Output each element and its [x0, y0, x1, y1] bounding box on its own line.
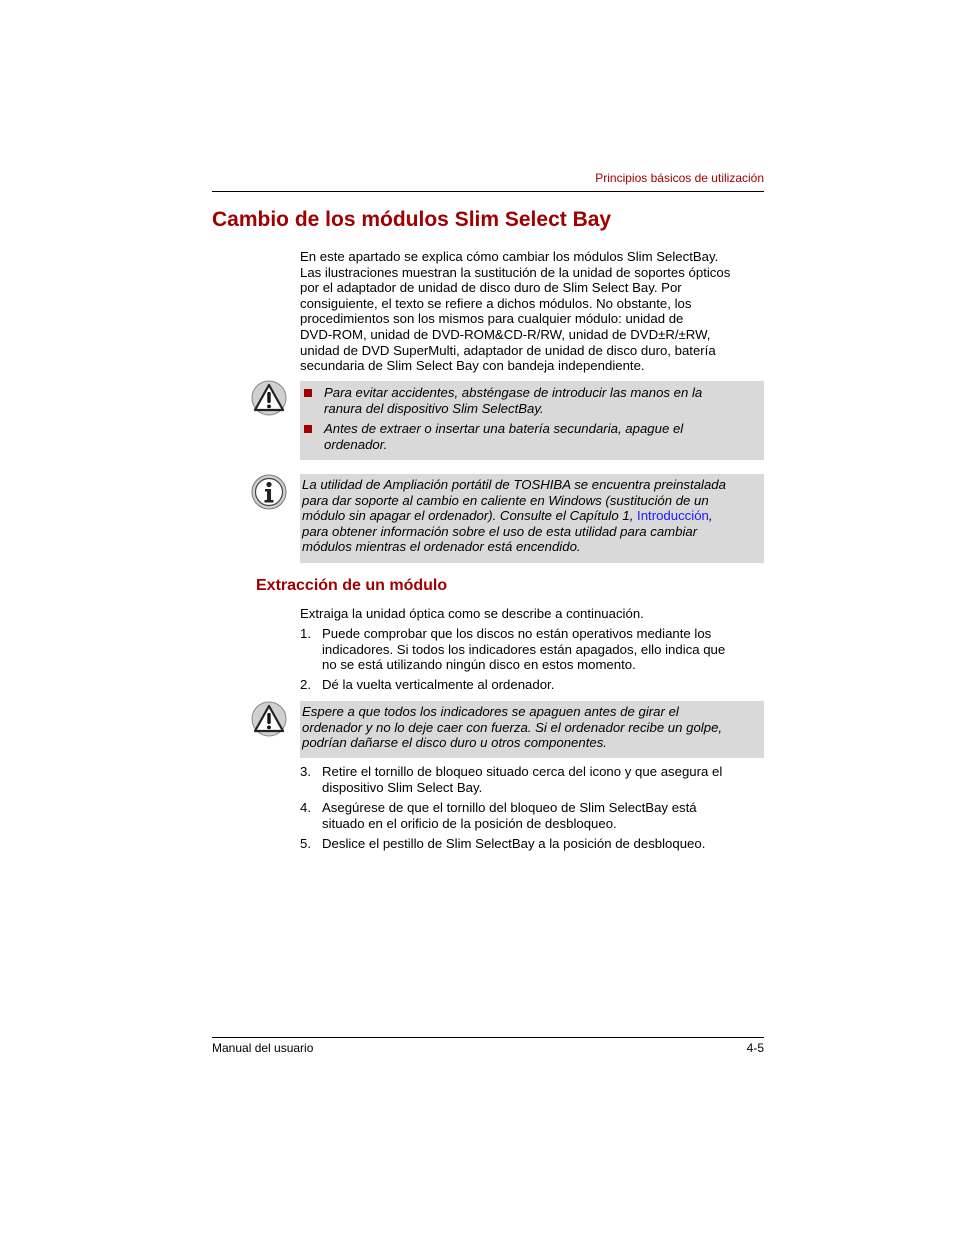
caution-box: [300, 701, 764, 758]
info-text: [302, 508, 762, 524]
warning-triangle-icon: [251, 701, 287, 737]
caution-text: ordenador.: [324, 436, 388, 452]
step-text: situado en el orificio de la posición de desbloqueo.: [322, 815, 617, 831]
caution-text: podrían dañarse el disco duro u otros componentes.: [302, 735, 607, 751]
step-number: 2.: [300, 677, 311, 692]
step-text: Retire el tornillo de bloqueo situado cerca del icono y que asegura el: [322, 764, 723, 779]
subsection-intro: Extraiga la unidad óptica como se describe a continuación.: [300, 606, 644, 621]
running-header: Principios básicos de utilización: [595, 171, 764, 185]
step-text: Asegúrese de que el tornillo del bloqueo de Slim SelectBay está: [322, 800, 697, 815]
page-number: 4-5: [746, 1041, 764, 1055]
bullet-square-icon: [304, 389, 312, 397]
caution-text: ordenador y no lo deje caer con fuerza. Si el ordenador recibe un golpe,: [302, 719, 723, 735]
step-number: 3.: [300, 764, 311, 779]
footer-title: Manual del usuario: [212, 1041, 314, 1055]
caution-box: [300, 381, 764, 460]
step-text: dispositivo Slim Select Bay.: [322, 779, 483, 795]
info-text: para obtener información sobre el uso de esta utilidad para cambiar: [302, 523, 698, 539]
section-subheading: Extracción de un módulo: [256, 577, 448, 594]
intro-paragraph: [300, 249, 764, 374]
step-text: Deslice el pestillo de Slim SelectBay a la posición de desbloqueo.: [322, 836, 706, 851]
caution-text: Antes de extraer o insertar una batería secundaria, apague el: [324, 421, 684, 436]
chapter-link[interactable]: Introducción: [637, 508, 709, 524]
info-icon: [251, 474, 287, 510]
page-title: Cambio de los módulos Slim Select Bay: [212, 208, 612, 231]
caution-text: ranura del dispositivo Slim SelectBay.: [324, 400, 544, 416]
intro-line: unidad de DVD SuperMulti, adaptador de unidad de disco duro, batería: [300, 342, 716, 358]
intro-line: consiguiente, el texto se refiere a dichos módulos. No obstante, los: [300, 295, 692, 311]
bullet-square-icon: [304, 425, 312, 433]
step-text: Puede comprobar que los discos no están operativos mediante los: [322, 626, 712, 641]
step-number: 1.: [300, 626, 311, 641]
info-text: para dar soporte al cambio en caliente en Windows (sustitución de un: [302, 492, 709, 508]
info-text-part: ,: [708, 508, 713, 524]
intro-line: En este apartado se explica cómo cambiar los módulos Slim SelectBay.: [300, 249, 719, 264]
header-rule: [212, 191, 764, 192]
intro-line: Las ilustraciones muestran la sustitución de la unidad de soportes ópticos: [300, 264, 731, 280]
caution-text: Espere a que todos los indicadores se apaguen antes de girar el: [302, 704, 679, 719]
caution-text: Para evitar accidentes, absténgase de introducir las manos en la: [324, 385, 703, 400]
intro-line: secundaria de Slim Select Bay con bandeja independiente.: [300, 358, 645, 374]
intro-line: por el adaptador de unidad de disco duro de Slim Select Bay. Por: [300, 280, 682, 296]
intro-line: procedimientos son los mismos para cualquier módulo: unidad de: [300, 311, 684, 327]
warning-triangle-icon: [251, 380, 287, 416]
step-text: no se está utilizando ningún disco en estos momento.: [322, 657, 636, 673]
step-number: 5.: [300, 836, 311, 851]
step-text: Dé la vuelta verticalmente al ordenador.: [322, 677, 555, 692]
info-text: módulos mientras el ordenador está encendido.: [302, 539, 581, 555]
info-text: La utilidad de Ampliación portátil de TOSHIBA se encuentra preinstalada: [302, 477, 726, 492]
step-text: indicadores. Si todos los indicadores están apagados, ello indica que: [322, 641, 726, 657]
info-text-part: módulo sin apagar el ordenador). Consulte el Capítulo 1,: [302, 508, 638, 524]
step-number: 4.: [300, 800, 311, 815]
info-note-box: [300, 474, 764, 563]
footer-rule: [212, 1037, 764, 1038]
intro-line: DVD-ROM, unidad de DVD-ROM&CD-R/RW, unidad de DVD±R/±RW,: [300, 326, 711, 342]
